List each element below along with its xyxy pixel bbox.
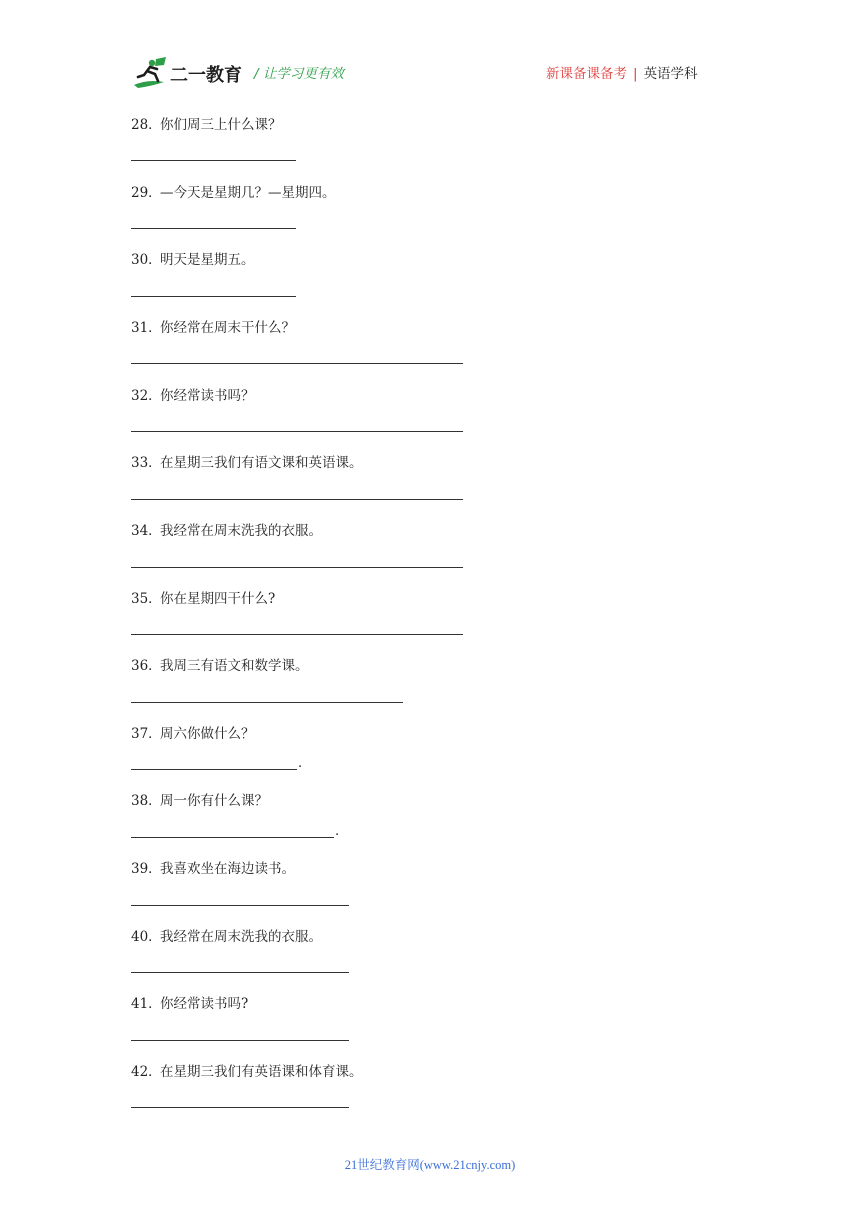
answer-line-28[interactable] <box>131 160 296 161</box>
answer-line-30[interactable] <box>131 296 296 297</box>
header-subject: 英语学科 <box>643 66 698 82</box>
answer-line-38[interactable] <box>131 837 334 838</box>
brand-logo <box>130 55 270 91</box>
header-right <box>546 62 698 82</box>
answer-end-mark-37: . <box>298 756 303 771</box>
answer-line-36[interactable] <box>131 702 403 703</box>
running-figure-icon <box>134 57 166 88</box>
answer-line-41[interactable] <box>131 1040 349 1041</box>
question-32: 32．你经常读书吗？ <box>131 388 255 404</box>
question-28: 28．你们周三上什么课？ <box>131 117 282 133</box>
question-41: 41．你经常读书吗? <box>131 996 249 1012</box>
answer-line-32[interactable] <box>131 431 463 432</box>
answer-line-29[interactable] <box>131 228 296 229</box>
question-37: 37．周六你做什么？ <box>131 726 255 742</box>
slogan: / 让学习更有效 <box>254 66 344 82</box>
question-35: 35．你在星期四干什么? <box>131 591 276 607</box>
answer-line-39[interactable] <box>131 905 349 906</box>
answer-line-34[interactable] <box>131 567 463 568</box>
question-38: 38．周一你有什么课？ <box>131 793 268 809</box>
question-30: 30．明天是星期五。 <box>131 252 255 268</box>
answer-line-33[interactable] <box>131 499 463 500</box>
answer-line-40[interactable] <box>131 972 349 973</box>
question-31: 31．你经常在周末干什么？ <box>131 320 295 336</box>
question-39: 39．我喜欢坐在海边读书。 <box>131 861 295 877</box>
answer-end-mark-38: . <box>335 824 340 839</box>
header-separator: | <box>633 66 638 82</box>
question-29: 29．—今天是星期几？—星期四。 <box>131 185 336 201</box>
question-34: 34．我经常在周末洗我的衣服。 <box>131 523 322 539</box>
answer-line-31[interactable] <box>131 363 463 364</box>
question-40: 40．我经常在周末洗我的衣服。 <box>131 929 322 945</box>
question-42: 42．在星期三我们有英语课和体育课。 <box>131 1064 363 1080</box>
header-tagline: 新课备课备考 <box>546 66 627 82</box>
answer-line-35[interactable] <box>131 634 463 635</box>
footer-source[interactable]: 21世纪教育网(www.21cnjy.com) <box>344 1158 516 1172</box>
page-header <box>0 0 860 100</box>
brand-name: 二一教育 <box>170 65 242 86</box>
question-36: 36．我周三有语文和数学课。 <box>131 658 309 674</box>
answer-line-42[interactable] <box>131 1107 349 1108</box>
question-33: 33．在星期三我们有语文课和英语课。 <box>131 455 363 471</box>
answer-line-37[interactable] <box>131 769 297 770</box>
